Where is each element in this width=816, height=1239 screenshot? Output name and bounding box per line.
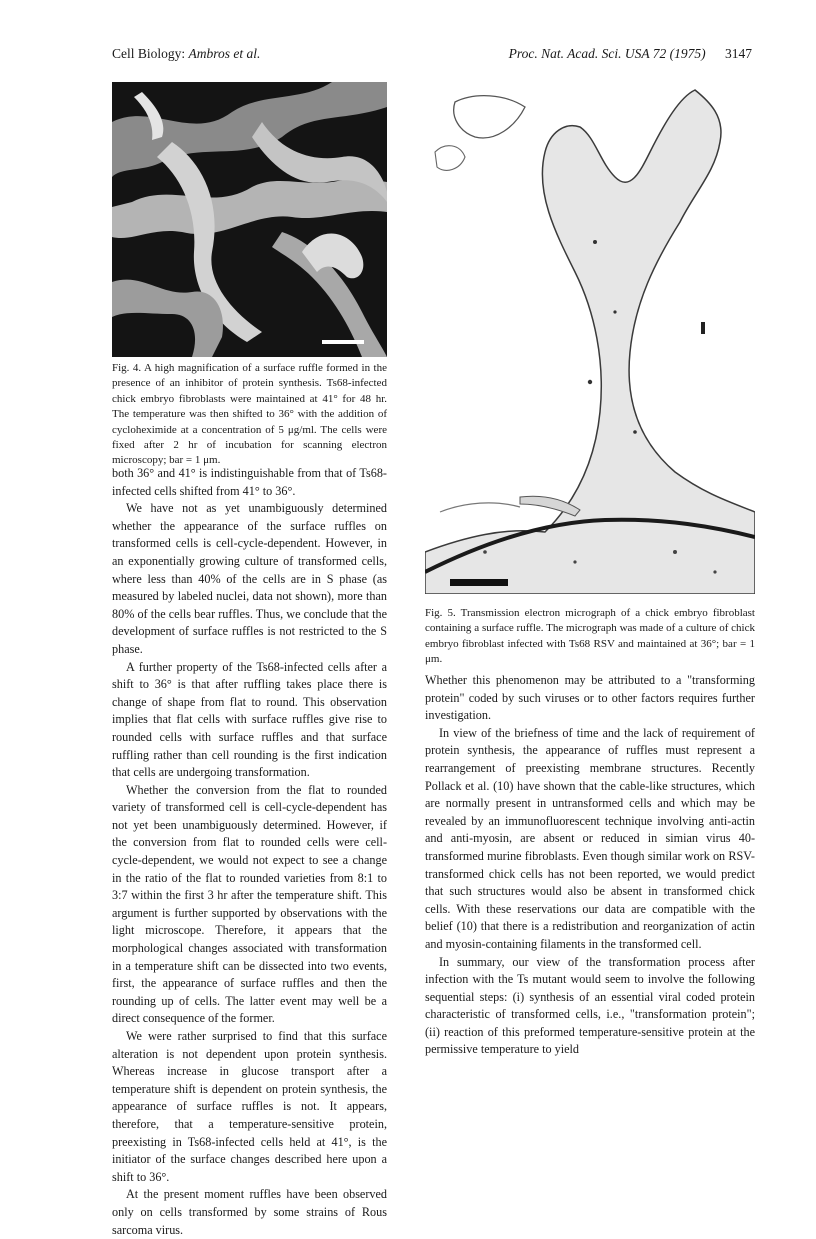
paragraph: We have not as yet unambiguously determined whether the appearance of the surface ruffles on transformed cells is cell-cycle-dependent. However, in an exponentially growing culture of transformed cells, where less than 40% of the cells are in S phase (as measured by labeled nuclei, data not shown), more than 80% of the cells bear ruffles. Thus, we conclude that the development of surface ruffles is not restricted to the S phase.: [112, 501, 387, 656]
figure-4-micrograph: [112, 82, 387, 357]
running-header-right: [509, 46, 752, 62]
figure-5-caption: Fig. 5. Transmission electron micrograph of a chick embryo fibroblast containing a surface ruffle. The micrograph was made of a culture of chick embryo fibroblast infected with Ts68 RSV and maintained at 36°; bar = 1 μm.: [425, 607, 755, 666]
paragraph: Whether this phenomenon may be attributed to a "transforming protein" coded by such viruses or to other factors requires further investigation.: [425, 673, 755, 723]
journal-citation: Proc. Nat. Acad. Sci. USA 72 (1975): [508, 46, 706, 61]
paragraph: We were rather surprised to find that this surface alteration is not dependent upon protein synthesis. Whereas increase in glucose transport after a temperature shift is dependent on protein synthesis, the appearance of surface ruffles is not. It appears, therefore, that a temperature-sensitive protein, preexisting in Ts68-infected cells held at 41°, is the initiator of the surface changes described here upon a shift to 36°.: [112, 1029, 387, 1184]
left-column-text: [112, 465, 387, 1239]
page-number: 3147: [725, 46, 752, 61]
authors: Ambros et al.: [188, 46, 261, 61]
paragraph: In view of the briefness of time and the lack of requirement of protein synthesis, the appearance of ruffles must represent a rearrangement of preexisting membrane structures. Recently Pollack et al. (10) have shown that the cable-like structures, which are normally present in untransformed cells and which may be revealed by an immunofluorescent technique involving anti-actin and anti-myosin, are absent or reduced in simian virus 40-transformed murine fibroblasts. Even though similar work on RSV-transformed chick cells has not been reported, we would predict that such structures would also be absent in transformed chick cells. With these reservations our data are compatible with the belief (10) that there is a redistribution and reorganization of actin and myosin-containing filaments in the transformed cell.: [425, 725, 755, 951]
running-header-left: [112, 46, 260, 62]
figure-4-caption: Fig. 4. A high magnification of a surface ruffle formed in the presence of an inhibitor of protein synthesis. Ts68-infected chick embryo fibroblasts were maintained at 41° for 48 hr. The temperature was then shifted to 36° with the addition of cycloheximide at a concentration of 5 μg/ml. The cells were fixed after 2 hr of incubation for scanning electron microscopy; bar = 1 μm.: [112, 362, 387, 467]
paragraph: Whether the conversion from the flat to rounded variety of transformed cell is cell-cycle-dependent has not yet been unambiguously determined. However, if the conversion from flat to rounded cells were cell-cycle-dependent, we would not expect to see a change in the ratio of the flat to rounded varieties from 8:1 to 3:7 within the first 3 hr after the temperature shift. This argument is further supported by observations with the light microscope. Therefore, it appears that the morphological changes associated with transformation in a temperature shift can be dissected into two events, first, the appearance of surface ruffles and then the rounding up of cells. The latter event may well be a direct consequence of the former.: [112, 782, 387, 1026]
figure-5-micrograph: [425, 82, 755, 594]
right-column-text: [425, 672, 755, 1059]
section-name: Cell Biology:: [112, 46, 186, 61]
paragraph: In summary, our view of the transformation process after infection with the Ts mutant would seem to involve the following sequential steps: (i) synthesis of an essential viral coded protein characteristic of transformed cells, i.e., "transformation protein"; (ii) reaction of this preformed temperature-sensitive protein at the permissive temperature to yield: [425, 954, 755, 1057]
paragraph: At the present moment ruffles have been observed only on cells transformed by some strains of Rous sarcoma virus.: [112, 1187, 387, 1237]
paragraph: A further property of the Ts68-infected cells after a shift to 36° is that after ruffling takes place there is change of shape from flat to round. This observation implies that flat cells with surface ruffles give rise to rounded cells with surface ruffles and that surface ruffling rather than cell rounding is the first indication that cells are undergoing transformation.: [112, 659, 387, 780]
paragraph: both 36° and 41° is indistinguishable from that of Ts68-infected cells shifted from 41° to 36°.: [112, 466, 387, 498]
